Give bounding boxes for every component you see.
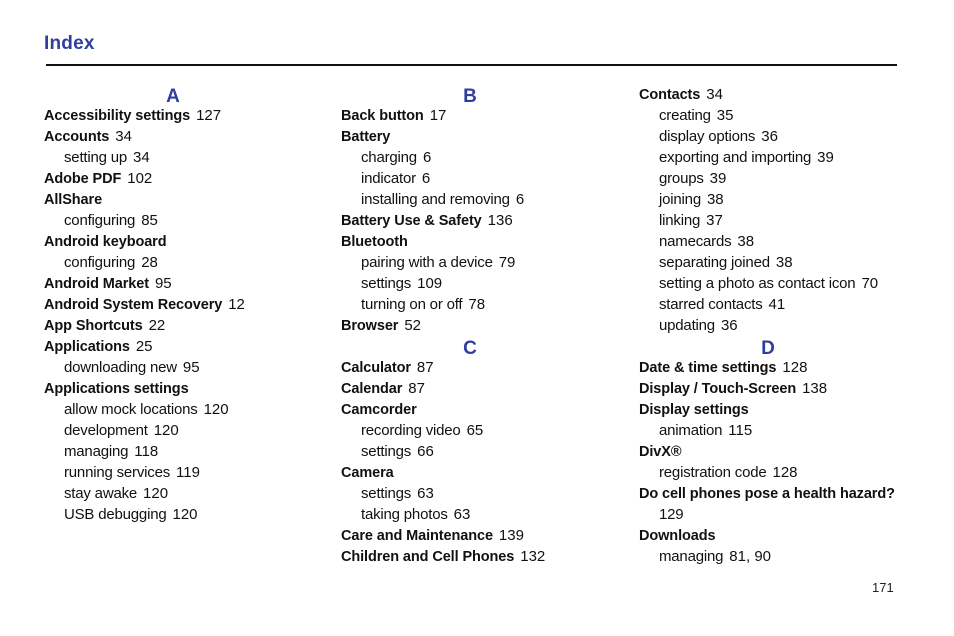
index-entry <box>44 189 314 210</box>
index-term: stay awake <box>64 485 138 502</box>
page-number: 171 <box>872 580 894 595</box>
page-reference[interactable]: 37 <box>706 212 723 229</box>
page-reference[interactable]: 120 <box>143 485 169 502</box>
page-reference[interactable]: 120 <box>153 422 179 439</box>
index-subentry <box>341 420 611 441</box>
page-reference[interactable]: 95 <box>182 359 200 376</box>
page-reference[interactable]: 115 <box>728 422 753 439</box>
index-term: Children and Cell Phones <box>341 549 515 565</box>
index-subentry <box>639 168 909 189</box>
index-subentry <box>44 441 314 462</box>
index-term: joining <box>659 191 701 208</box>
page-reference[interactable]: 136 <box>487 212 513 229</box>
index-entry <box>44 273 314 294</box>
index-term: allow mock locations <box>64 401 198 418</box>
index-subentry <box>639 462 909 483</box>
index-term: Adobe PDF <box>44 171 122 187</box>
index-term: installing and removing <box>361 191 510 208</box>
index-subentry <box>44 483 314 504</box>
index-subentry <box>44 210 314 231</box>
page-reference[interactable]: 79 <box>498 254 516 271</box>
index-term: Calculator <box>341 360 411 376</box>
page-reference[interactable]: 22 <box>148 317 166 334</box>
page-reference[interactable]: 109 <box>417 275 443 292</box>
index-subentry <box>341 189 611 210</box>
index-subentry <box>44 252 314 273</box>
index-term: Do cell phones pose a health hazard? <box>639 486 895 502</box>
index-entry <box>44 168 314 189</box>
index-term: Accounts <box>44 129 110 145</box>
page-reference[interactable]: 6 <box>515 191 525 208</box>
page-reference[interactable]: 119 <box>176 464 200 481</box>
page-reference[interactable]: 139 <box>498 527 524 544</box>
index-term: managing <box>659 548 724 565</box>
page-reference[interactable]: 6 <box>422 149 432 166</box>
index-entry <box>341 105 611 126</box>
index-term: taking photos <box>361 506 448 523</box>
index-term: Camera <box>341 465 394 481</box>
page-reference[interactable]: 87 <box>408 380 425 397</box>
index-subentry <box>44 399 314 420</box>
index-subentry <box>639 546 909 567</box>
index-term: Camcorder <box>341 402 417 418</box>
index-term: running services <box>64 464 171 481</box>
index-entry-continuation <box>639 504 909 525</box>
index-column-3 <box>639 84 909 567</box>
page-reference[interactable]: 138 <box>802 380 828 397</box>
index-entry <box>341 315 611 336</box>
index-term: DivX® <box>639 444 682 460</box>
page-reference[interactable]: 17 <box>429 107 447 124</box>
index-entry <box>44 126 314 147</box>
index-term: display options <box>659 128 756 145</box>
index-term: registration code <box>659 464 767 481</box>
page-reference[interactable]: 41 <box>768 296 786 313</box>
page-reference[interactable]: 6 <box>421 170 431 187</box>
index-term: Applications settings <box>44 381 189 397</box>
index-entry <box>44 105 314 126</box>
index-entry <box>341 378 611 399</box>
index-term: AllShare <box>44 192 103 208</box>
index-entry <box>639 525 909 546</box>
index-term: Downloads <box>639 528 716 544</box>
page-reference[interactable]: 38 <box>775 254 793 271</box>
index-subentry <box>639 189 909 210</box>
index-subentry <box>341 483 611 504</box>
index-subentry <box>639 315 909 336</box>
index-term: turning on or off <box>361 296 463 313</box>
index-term: settings <box>361 443 412 460</box>
index-term: pairing with a device <box>361 254 493 271</box>
index-subentry <box>341 294 611 315</box>
page-reference[interactable]: 52 <box>404 317 422 334</box>
page-reference[interactable]: 128 <box>772 464 798 481</box>
page-reference[interactable]: 38 <box>737 233 755 250</box>
page-title: Index <box>44 33 95 54</box>
index-subentry <box>639 126 909 147</box>
index-entry <box>44 294 314 315</box>
index-subentry <box>341 441 611 462</box>
index-term: Battery <box>341 129 391 145</box>
index-subentry <box>639 231 909 252</box>
index-entry <box>44 315 314 336</box>
index-subentry <box>639 147 909 168</box>
page-reference[interactable]: 63 <box>417 485 434 502</box>
section-letter-d: D <box>761 338 775 359</box>
index-term: settings <box>361 275 412 292</box>
title-rule <box>46 64 897 66</box>
index-term: configuring <box>64 212 136 229</box>
index-entry <box>341 399 611 420</box>
index-subentry <box>639 252 909 273</box>
page-reference[interactable]: 63 <box>453 506 471 523</box>
index-entry <box>341 525 611 546</box>
page-reference[interactable]: 39 <box>817 149 834 166</box>
section-letter-c: C <box>463 338 477 359</box>
page-reference[interactable]: 70 <box>861 275 879 292</box>
index-term: downloading new <box>64 359 177 376</box>
index-term: Bluetooth <box>341 234 408 250</box>
index-term: Back button <box>341 108 424 124</box>
page-reference[interactable]: 120 <box>203 401 229 418</box>
index-column-2 <box>341 84 611 567</box>
index-entry <box>44 231 314 252</box>
index-subentry <box>44 462 314 483</box>
index-entry <box>44 378 314 399</box>
page-reference[interactable]: 39 <box>709 170 727 187</box>
index-term: separating joined <box>659 254 770 271</box>
index-term: 129 <box>659 506 684 523</box>
index-subentry <box>341 147 611 168</box>
index-entry <box>341 357 611 378</box>
index-term: Display settings <box>639 402 749 418</box>
page-reference[interactable]: 34 <box>706 86 723 103</box>
index-subentry <box>341 252 611 273</box>
index-entry <box>44 336 314 357</box>
index-subentry <box>639 210 909 231</box>
index-term: Calendar <box>341 381 403 397</box>
index-entry <box>341 231 611 252</box>
page-reference[interactable]: 34 <box>133 149 150 166</box>
page-reference[interactable]: 36 <box>720 317 738 334</box>
index-term: Date & time settings <box>639 360 777 376</box>
index-term: Care and Maintenance <box>341 528 493 544</box>
index-term: managing <box>64 443 129 460</box>
index-term: indicator <box>361 170 416 187</box>
index-entry <box>341 546 611 567</box>
index-entry <box>341 126 611 147</box>
page-reference[interactable]: 102 <box>127 170 153 187</box>
index-term: charging <box>361 149 417 166</box>
index-entry <box>639 483 909 504</box>
page-reference[interactable]: 12 <box>228 296 245 313</box>
index-term: creating <box>659 107 711 124</box>
page-reference[interactable]: 85 <box>141 212 158 229</box>
index-subentry <box>341 273 611 294</box>
section-letter-b: B <box>463 86 477 107</box>
index-term: starred contacts <box>659 296 763 313</box>
index-entry <box>639 441 909 462</box>
index-term: Display / Touch-Screen <box>639 381 797 397</box>
page-reference[interactable]: 35 <box>716 107 734 124</box>
index-term: Android System Recovery <box>44 297 223 313</box>
index-term: exporting and importing <box>659 149 812 166</box>
page-reference[interactable]: 128 <box>782 359 808 376</box>
index-term: Battery Use & Safety <box>341 213 482 229</box>
page-reference[interactable]: 132 <box>520 548 546 565</box>
index-term: linking <box>659 212 701 229</box>
index-term: Android keyboard <box>44 234 167 250</box>
page-reference[interactable]: 78 <box>468 296 486 313</box>
index-entry <box>639 378 909 399</box>
page-reference[interactable]: 127 <box>196 107 222 124</box>
index-column-1 <box>44 84 314 525</box>
section-letter-a: A <box>166 86 180 107</box>
index-term: namecards <box>659 233 732 250</box>
index-term: updating <box>659 317 715 334</box>
page-reference[interactable]: 66 <box>417 443 434 460</box>
index-entry <box>639 84 909 105</box>
index-subentry <box>639 273 909 294</box>
page-reference[interactable]: 34 <box>115 128 132 145</box>
index-subentry <box>639 420 909 441</box>
page-reference[interactable]: 118 <box>134 443 159 460</box>
index-term: App Shortcuts <box>44 318 143 334</box>
index-term: settings <box>361 485 412 502</box>
index-entry <box>639 357 909 378</box>
index-term: recording video <box>361 422 461 439</box>
index-term: Android Market <box>44 276 149 292</box>
index-subentry <box>639 105 909 126</box>
index-term: groups <box>659 170 704 187</box>
index-term: configuring <box>64 254 136 271</box>
index-term: Browser <box>341 318 399 334</box>
page-reference[interactable]: 36 <box>761 128 778 145</box>
index-subentry <box>44 504 314 525</box>
index-entry <box>341 462 611 483</box>
page-reference[interactable]: 87 <box>416 359 434 376</box>
page-reference[interactable]: 95 <box>154 275 172 292</box>
index-subentry <box>639 294 909 315</box>
index-entry <box>341 210 611 231</box>
page-reference[interactable]: 25 <box>135 338 153 355</box>
index-term: setting up <box>64 149 128 166</box>
index-subentry <box>341 168 611 189</box>
index-term: USB debugging <box>64 506 167 523</box>
page-reference[interactable]: 65 <box>466 422 484 439</box>
index-term: development <box>64 422 148 439</box>
index-subentry <box>44 147 314 168</box>
index-term: Accessibility settings <box>44 108 191 124</box>
index-entry <box>639 399 909 420</box>
index-term: setting a photo as contact icon <box>659 275 856 292</box>
index-subentry <box>44 420 314 441</box>
index-term: Contacts <box>639 87 701 103</box>
index-term: Applications <box>44 339 130 355</box>
index-subentry <box>44 357 314 378</box>
page-reference[interactable]: 81, 90 <box>729 548 772 565</box>
page-reference[interactable]: 38 <box>706 191 724 208</box>
page-reference[interactable]: 120 <box>172 506 198 523</box>
index-subentry <box>341 504 611 525</box>
page-reference[interactable]: 28 <box>141 254 158 271</box>
index-term: animation <box>659 422 723 439</box>
